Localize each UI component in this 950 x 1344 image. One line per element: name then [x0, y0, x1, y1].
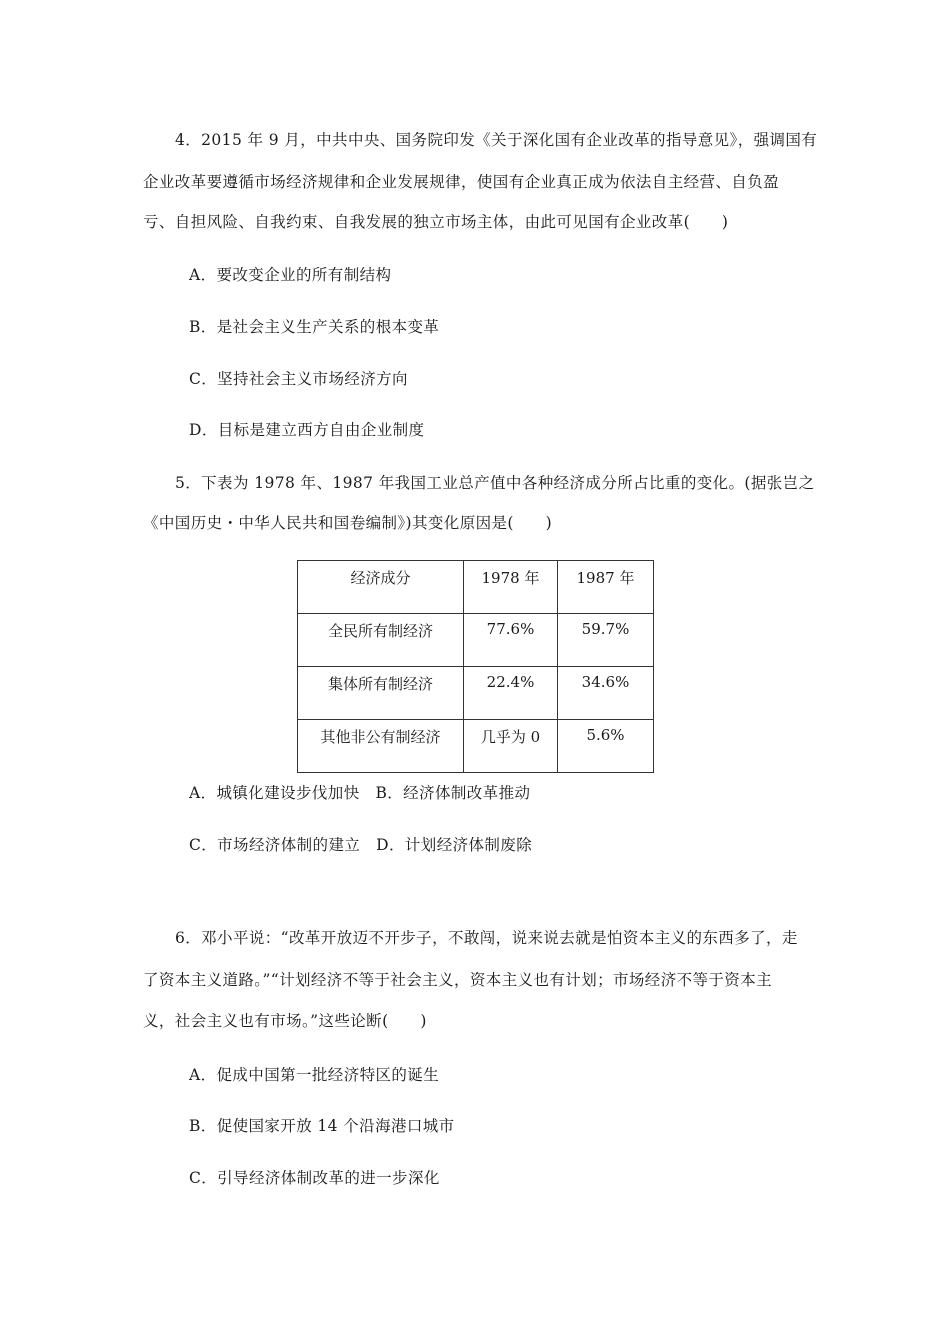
- q5-stem-line-2: 《中国历史・中华人民共和国卷编制》)其变化原因是( ): [143, 514, 553, 532]
- table-row: [298, 614, 654, 667]
- table-cell: 集体所有制经济: [298, 667, 464, 720]
- table-cell: 34.6%: [558, 667, 654, 720]
- q4-stem-line-3: 亏、自担风险、自我约束、自我发展的独立市场主体，由此可见国有企业改革( ): [143, 213, 729, 231]
- q4-option-c: C．坚持社会主义市场经济方向: [189, 370, 408, 388]
- table-header-cell: 1978 年: [464, 561, 558, 614]
- table-cell: 59.7%: [558, 614, 654, 667]
- data-table: [297, 560, 654, 773]
- table-header-row: [298, 561, 654, 614]
- q4-stem-line-2: 企业改革要遵循市场经济规律和企业发展规律，使国有企业真正成为依法自主经营、自负盈: [143, 173, 780, 191]
- q6-stem-line-3: 义，社会主义也有市场。”这些论断( ): [143, 1012, 427, 1030]
- q6-stem-line-2: 了资本主义道路。”“计划经济不等于社会主义，资本主义也有计划；市场经济不等于资本主: [143, 971, 773, 989]
- table-header-cell: 经济成分: [298, 561, 464, 614]
- table-cell: 77.6%: [464, 614, 558, 667]
- q4-option-a: A．要改变企业的所有制结构: [189, 266, 392, 284]
- q5-options-ab: A．城镇化建设步伐加快 B．经济体制改革推动: [189, 784, 531, 802]
- q4-option-d: D．目标是建立西方自由企业制度: [189, 421, 425, 439]
- q5-stem-line-1: 5．下表为 1978 年、1987 年我国工业总产值中各种经济成分所占比重的变化。(据张岂之: [175, 474, 815, 492]
- table-cell: 22.4%: [464, 667, 558, 720]
- table-cell: 其他非公有制经济: [298, 720, 464, 773]
- table-cell: 5.6%: [558, 720, 654, 773]
- q6-stem-line-1: 6．邓小平说：“改革开放迈不开步子，不敢闯，说来说去就是怕资本主义的东西多了，走: [175, 929, 798, 947]
- q6-option-a: A．促成中国第一批经济特区的诞生: [189, 1066, 440, 1084]
- q4-option-b: B．是社会主义生产关系的根本变革: [189, 318, 440, 336]
- table-row: [298, 720, 654, 773]
- table-header-cell: 1987 年: [558, 561, 654, 614]
- table-row: [298, 667, 654, 720]
- q6-option-c: C．引导经济体制改革的进一步深化: [189, 1169, 440, 1187]
- q5-options-cd: C．市场经济体制的建立 D．计划经济体制废除: [189, 836, 533, 854]
- table-cell: 几乎为 0: [464, 720, 558, 773]
- q6-option-b: B．促使国家开放 14 个沿海港口城市: [189, 1117, 455, 1135]
- q4-stem-line-1: 4．2015 年 9 月，中共中央、国务院印发《关于深化国有企业改革的指导意见》，强调国有: [175, 131, 818, 149]
- table-cell: 全民所有制经济: [298, 614, 464, 667]
